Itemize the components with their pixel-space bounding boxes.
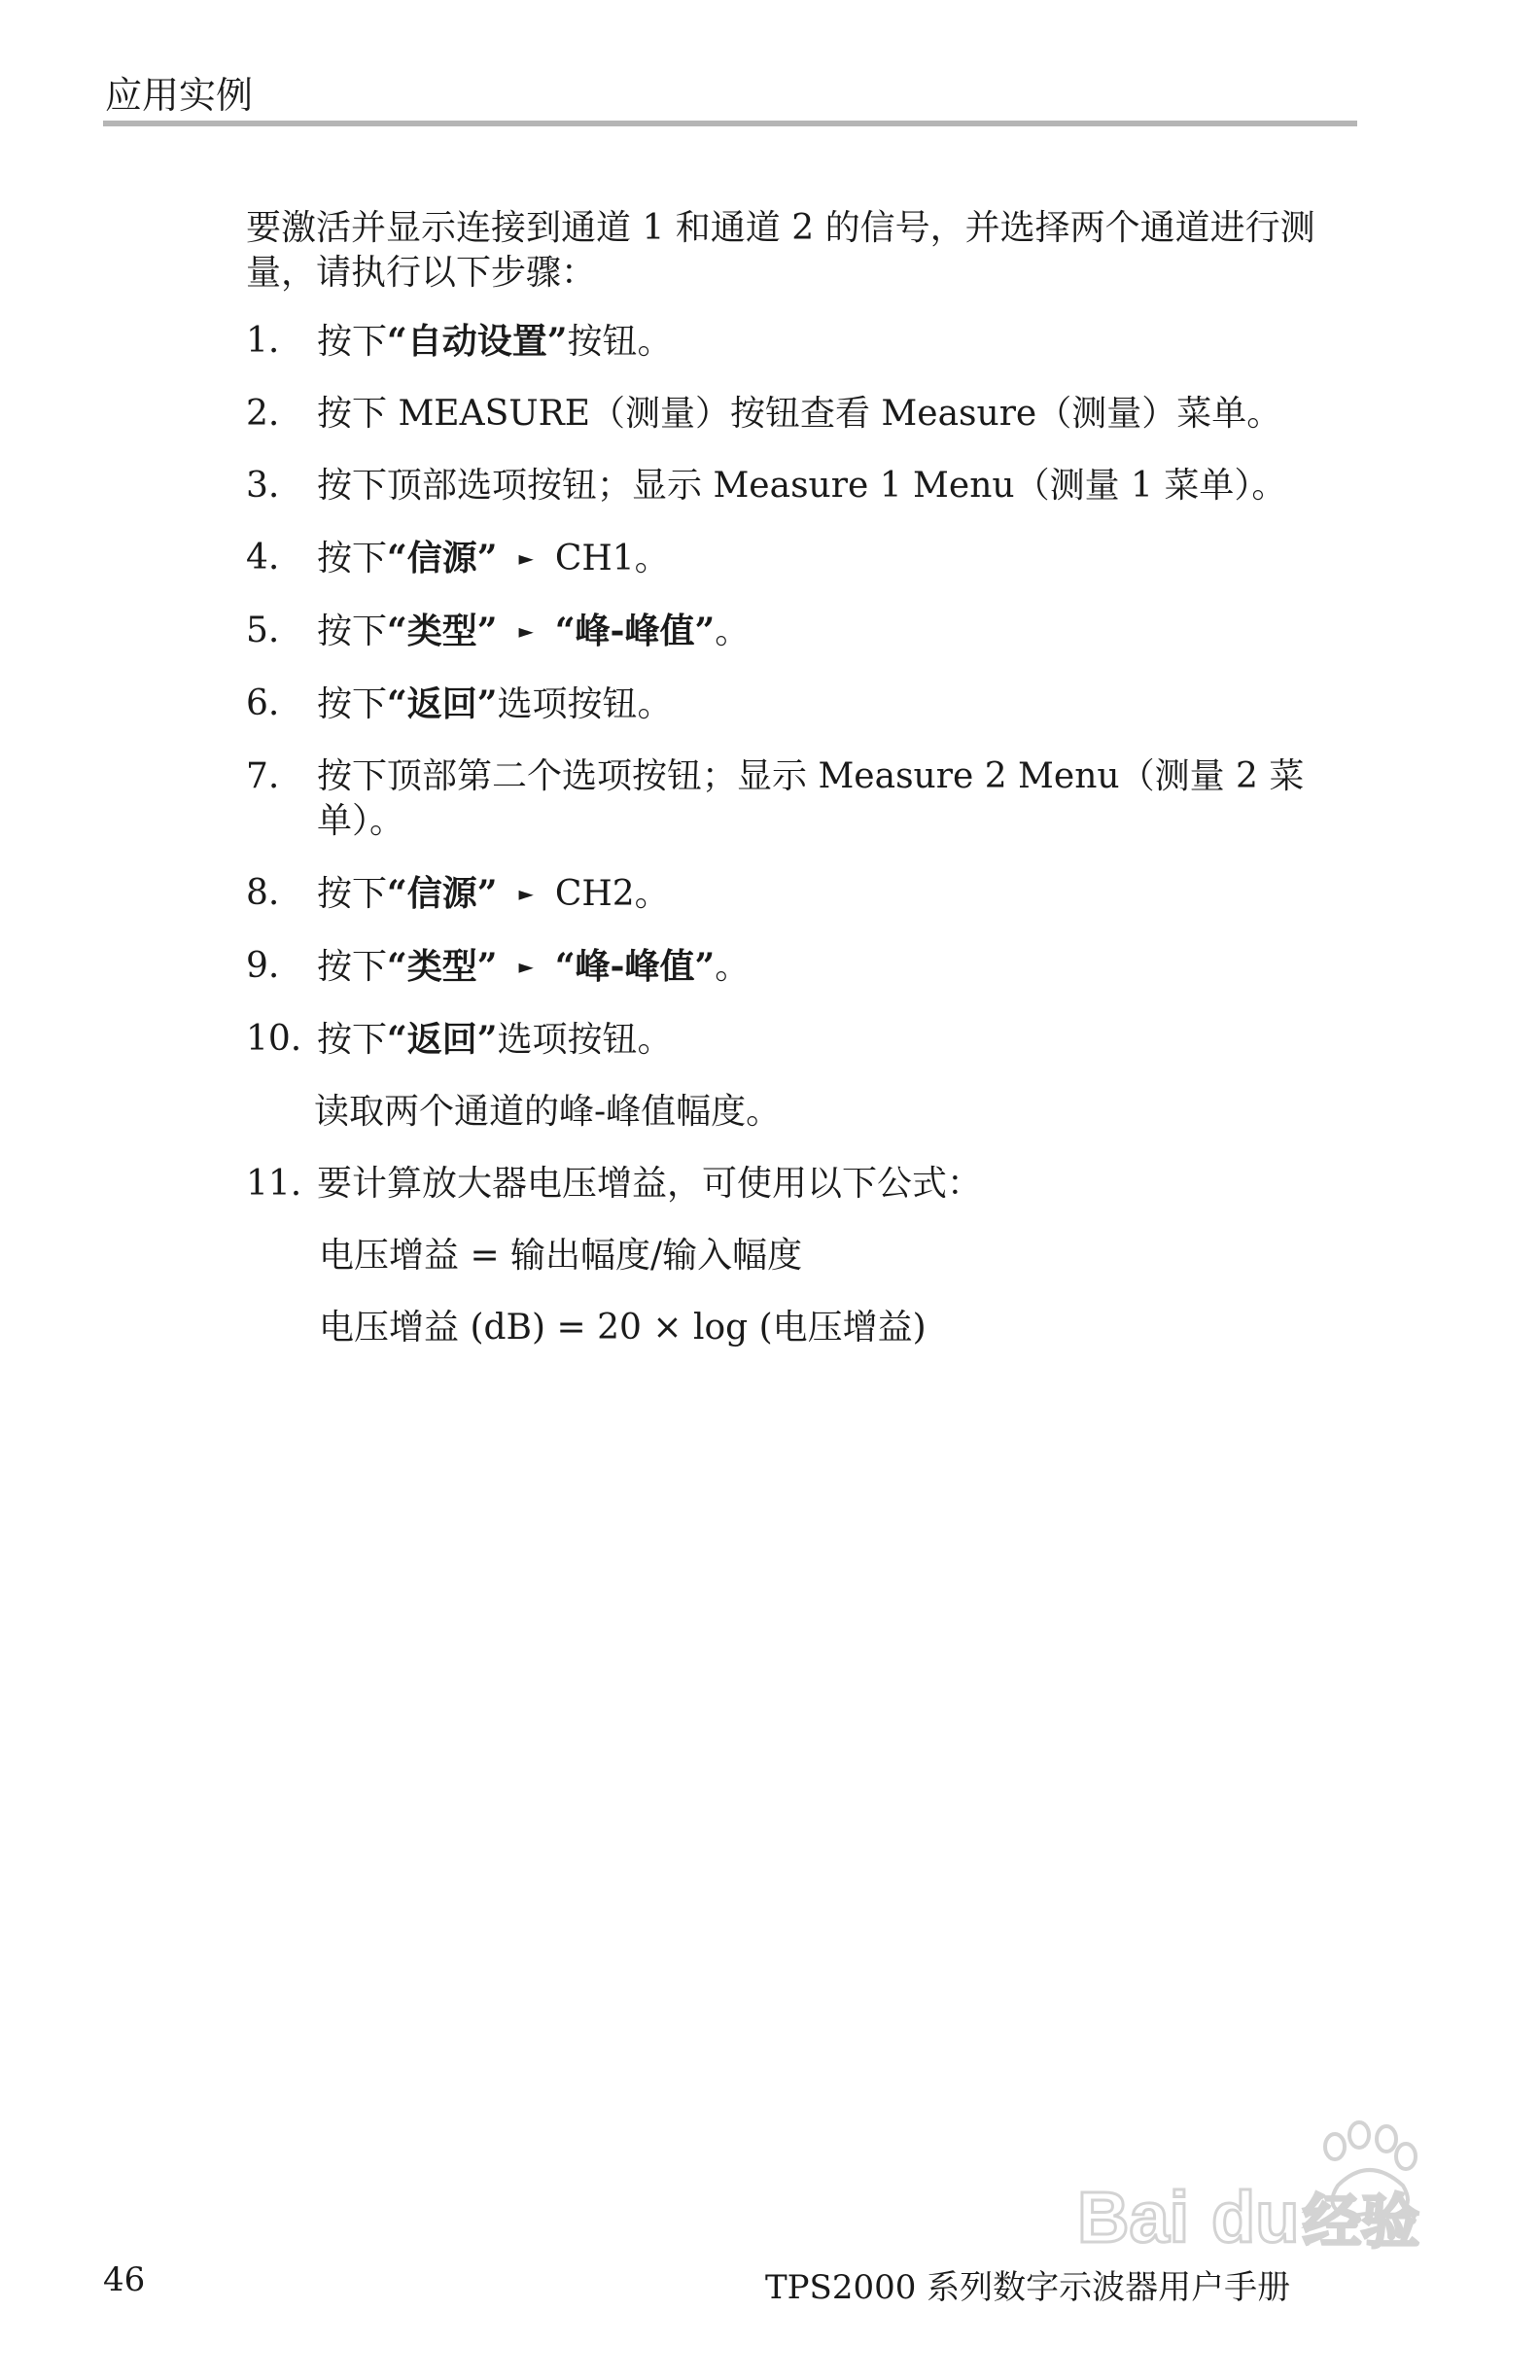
step-item [246,392,1359,437]
step-item [246,1162,1359,1207]
formula-voltage-gain-db: 电压增益 (dB) = 20 × log (电压增益) [319,1308,927,1348]
step-text-end: 。 [715,947,751,987]
step-item [246,536,1359,581]
step-number: 6. [246,683,280,723]
formula-voltage-gain: 电压增益 = 输出幅度/输入幅度 [319,1236,803,1276]
triangle-arrow-icon: ► [518,546,534,570]
step-button-name: “返回” [387,683,498,724]
step-item [246,464,1359,508]
step-item [246,1017,1359,1063]
baidu-jingyan-watermark-logo [1077,2118,1439,2273]
page-content [246,206,1359,1378]
step-text-end: 。 [715,612,751,651]
step-item [246,682,1359,727]
step-button-name: “自动设置” [387,321,568,362]
step-button-name: “信源” [387,873,498,914]
page-header-title: 应用实例 [105,74,254,117]
triangle-arrow-icon: ► [518,619,534,643]
intro-paragraph: 要激活并显示连接到通道 1 和通道 2 的信号，并选择两个通道进行测量，请执行以下步骤： [246,208,1315,293]
header-divider [103,121,1357,126]
step-text-end: CH2。 [554,874,670,914]
step-number: 3. [246,466,280,506]
step-number: 7. [246,756,280,796]
step-option-name: “峰-峰值” [554,946,716,987]
step-text-end: CH1。 [554,539,670,578]
step-note: 读取两个通道的峰-峰值幅度。 [314,1092,782,1132]
step-button-name: “信源” [387,538,498,578]
step-item [246,609,1359,654]
step-item [246,754,1359,844]
step-number: 4. [246,538,280,578]
step-button-name: “返回” [387,1019,498,1060]
step-text: 按下顶部选项按钮；显示 Measure 1 Menu（测量 1 菜单）。 [317,466,1287,506]
step-number: 5. [246,611,280,650]
step-text: 按下 [317,684,388,724]
page-number: 46 [103,2260,146,2299]
step-text: 按下 [317,874,388,914]
step-item [246,319,1359,365]
triangle-arrow-icon: ► [518,955,534,978]
step-item [246,871,1359,917]
step-text: 按下 [317,612,388,651]
step-text: 按下顶部第二个选项按钮；显示 Measure 2 Menu（测量 2 菜单）。 [317,756,1305,841]
step-number: 1. [246,321,280,361]
step-button-name: “类型” [387,611,498,651]
step-text: 按下 [317,539,388,578]
step-text: 按下 [317,1020,388,1060]
step-number: 8. [246,873,280,913]
footer-book-title: TPS2000 系列数字示波器用户手册 [765,2268,1291,2307]
step-button-name: “类型” [387,946,498,987]
svg-text:du: du [1211,2177,1300,2258]
step-number: 10. [246,1019,302,1059]
step-text: 要计算放大器电压增益，可使用以下公式： [317,1164,983,1204]
triangle-arrow-icon: ► [518,882,534,905]
step-text-end: 选项按钮。 [497,684,673,724]
step-text: 按下 [317,947,388,987]
steps-list [246,319,1359,1063]
step-number: 9. [246,946,280,986]
step-text: 按下 [317,322,388,362]
step-number: 2. [246,394,280,434]
step-text: 按下 MEASURE（测量）按钮查看 Measure（测量）菜单。 [317,394,1282,434]
step-item [246,944,1359,990]
step-text-end: 选项按钮。 [497,1020,673,1060]
svg-text:经验: 经验 [1303,2188,1419,2257]
step-number: 11. [246,1164,302,1204]
step-text-end: 按钮。 [567,322,673,362]
step-option-name: “峰-峰值” [554,611,716,651]
svg-text:Bai: Bai [1077,2177,1190,2258]
